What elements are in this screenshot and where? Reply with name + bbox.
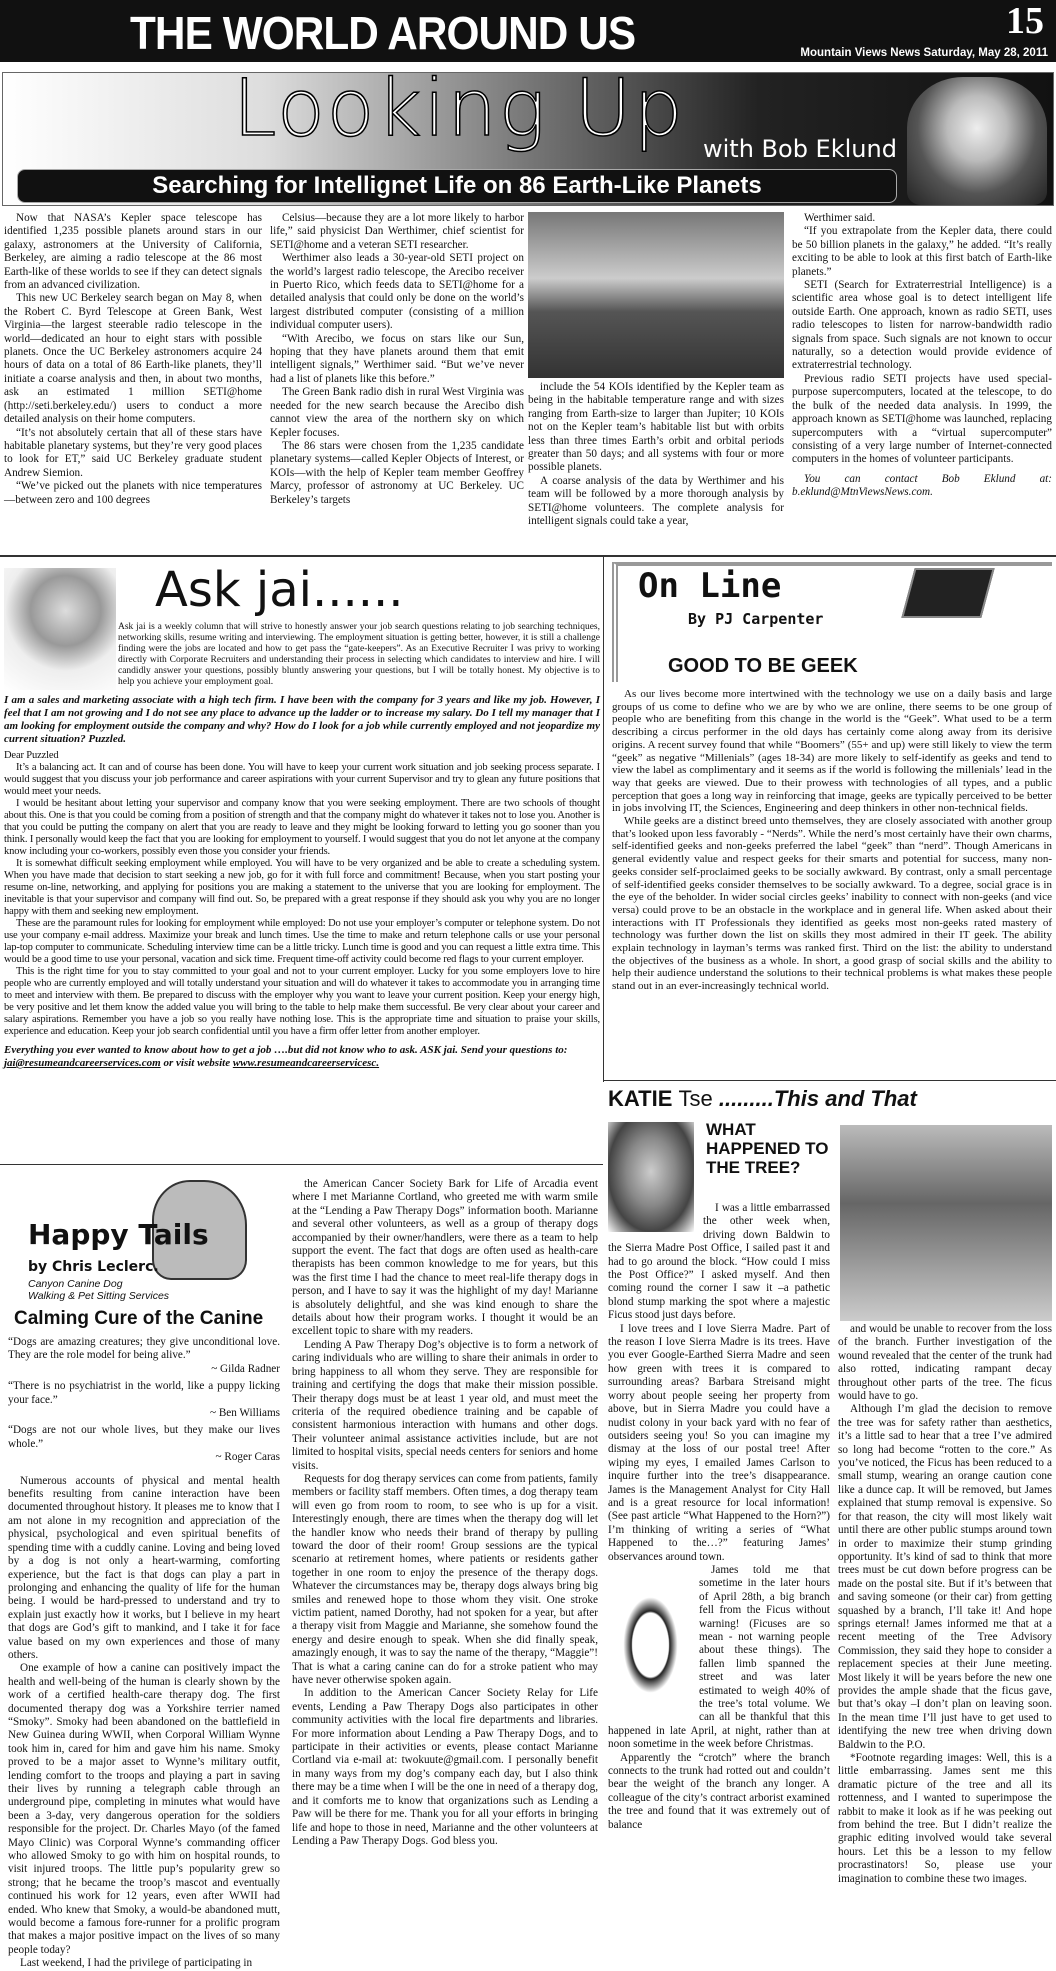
tree-photo [840,1125,1052,1321]
quote-attribution: ~ Roger Caras [215,1451,280,1464]
paragraph: Numerous accounts of physical and mental health benefits resulting from canine interaction have been documented throughout history. It pleases me to know that I am not alone in my recognition and appreciation of the physical, psychological and even spiritual benefits of spending time with a cuddly canine. Loving and being loved by a dog is not only a heart-warming, comforting experience, but the fact is that dogs can play a part in prolonging and enhancing the quality of life for the human being. I would be hard-pressed to understand and try to explain just exactly how it works, but I believe in my heart that dogs are God’s gift to mankind, and I take it for face value based on my own experiences and those of many others. [8,1474,280,1661]
paragraph: While geeks are a distinct breed unto themselves, they are closely associated with another group that’s looked upon less favorably - “Nerds”. While the nerd’s most certainly have their own charms, self-identified geeks and non-geeks preferred the label “geek” than “nerd”. Though Americans in general evidently value and respect geeks for their smarts and potential for success, many non-geeks consider self-proclaimed geeks to be socially awkward. By contrast, only a small percentage of self-identified geeks consider themselves to be socially awkward. To a degree, social grace is in the eye of the beholder. In wider social circles geeks’ inability to connect with non-geeks (and vice versa) could prove to be an obstacle in the workplace and in general life. When asked about their interactions with IT Professionals they identified as geeks most non-geeks rated mastery of technology was further down the list on skills they most admired in their IT geek. The ability explain technology in layman’s terms was ranked first. Third on the list: the ability to understand the objectives of the business as a whole. In short, a good grasp of social skills and the ability to help their audience understand the solutions to their technical problems is what makes these people stand out in an ever-increasingly technical world. [612,815,1052,993]
on-line-body [612,688,1052,1072]
quote: “There is no psychiatrist in the world, like a puppy licking your face.” [8,1380,280,1406]
happy-tails-col-2 [292,1178,598,1950]
happy-tails-col-1-paragraphs [8,1475,280,1971]
katie-col-1 [608,1202,830,1950]
paragraph: This new UC Berkeley search began on May 8, when the Robert C. Byrd Telescope at Green Bank, West Virginia—the largest steerable radio telescope in the world—dedicated an hour to eight stars with possible planets. Once the UC Berkeley astronomers acquire 24 hours of data on a total of 86 Earth-like planets, they’ll initiate a coarse analysis and then, in about two months, ask an estimated 1 million SETI@home (http://seti.berkeley.edu/) users to conduct a more detailed analysis on their home computers. [4,292,262,426]
paragraph: One example of how a canine can positively impact the health and well-being of the human is clearly shown by the work of a certified health-care therapy dog. The first documented therapy dog was a Yorkshire terrier named “Smoky”. Smoky had been abandoned on the battlefield in New Guinea during WWII, when Corporal William Wynne took him in, cared for him and gave him his name. Smoky proved to be a major asset to Wynne’s military outfit, lending comfort to the troops and playing a part in saving their lives by running a telegraph cable through an underground pipe, completing in minutes what would have been a 3-day, very dangerous operation for the soldiers responsible for the project. Dr. Charles Mayo (of the famed Mayo Clinic) was Corporal Wynne’s commanding officer who allowed Smoky to go with him on hospital rounds, to visit injured troops. The little pup’s popularity grew so strong; that he became the troop’s mascot and eventually continued his work for 12 years, even after WWII had ended. Who knew that Smoky, a would-be abandoned mutt, would become a famous fore-runner for a prolific program that makes a major positive impact on the lives of so many people today? [8,1662,280,1956]
quote: “Dogs are not our whole lives, but they make our lives whole.” [8,1424,280,1450]
page-number: 15 [1006,0,1044,42]
radio-telescope-photo [528,212,784,378]
paragraph: I would be hesitant about letting your supervisor and company know that you were seeking employment. There are two schools of thought about this. One is that you could be coming from a position of strength and that the company might do whatever it takes not to lose you. Another is that you could be putting the company on alert that you are ready to leave and they might be looking forward to letting you go sooner than you think. I personally would keep the fact that you are looking for employment to yourself. I would suggest that you do not let anyone at the company know including your co-workers, possibly even those you consider your friends. [4,798,600,857]
paragraph: Previous radio SETI projects have used special-purpose supercomputers, located at the telescope, to do the bulk of the needed data analysis. In 1999, the approach known as SETI@home was launched, replacing supercomputers with a “virtual supercomputer” consisting of a very large number of Internet-connected computers in the homes of volunteer participants. [792,372,1052,466]
divider [603,1080,1056,1081]
happy-tails-col-1 [8,1336,280,1970]
quote: “Dogs are amazing creatures; they give unconditional love. They are the role model for being alive.” [8,1336,280,1362]
article-headline: Searching for Intellignet Life on 86 Earth-Like Planets [17,169,897,203]
website-link[interactable]: www.resumeandcareerservicesc. [232,1057,380,1069]
reader-question: I am a sales and marketing associate with a high tech firm. I have been with the company for 3 years and like my job. However, I feel that I am not growing and I do not see any place to advance up the ladder or to increase my salary. Do I tell my manager that I am looking for employment outside the company and why? How do I look for a job while currently employed and not jeopardize my current situation? Puzzled. [4,694,600,745]
paragraph: A coarse analysis of the data by Werthimer and his team will be followed by a more thorough analysis by SETI@home volunteers. The complete analysis for intelligent signals could take a year, [528,474,784,528]
paragraph: Requests for dog therapy services can come from patients, family members or facility staff members. Often times, a dog therapy team will even go from room to room, to see who is up for a visit. Interestingly enough, there are times when the therapy dog will let the handler know who needs their brand of therapy by pulling toward the door of their room! Group sessions are the typical scenario at retirement homes, where patients or residents gather together in one room to enjoy the presence of the therapy dogs. Whatever the circumstances may be, therapy dogs always bring big smiles and renewed hope to those whom they visit. One stroke victim patient, named Dorothy, had not spoken for a year, but after a therapy visit from Maggie and Marianne, she somehow found the energy and desire enough to speak. When she did finally speak, amazingly enough, it was to say the name of the therapy, “Maggie”! That is what a caring canine can do for a stroke patient who may have never otherwise spoken again. [292,1472,598,1687]
email-link[interactable]: jai@resumeandcareerservices.com [4,1057,161,1069]
section-header [0,0,1056,62]
looking-up-col-2 [270,212,524,550]
paragraph: This is the right time for you to stay committed to your goal and not to your current employer. Lucky for you some employers love to hire people who are currently employed and will totally understand your situation and will do whatever it takes to accommodate you in arranging time to meet and interview with them. Be prepared to discuss with the employer why you want to leave your current position. Keep your energy high, be very positive and let them know the added value you will bring to the table to help make them successful. Be very clear about your career and salary aspirations. Remember you have a job so you really have nothing lose. This is the appropriate time and situation to praise your skills, experience and education. Keep your job search confidential until you have a firm offer letter from another employer. [4,966,600,1037]
quotes [8,1336,280,1465]
business-line: Canyon Canine Dog [28,1278,123,1290]
author-last-name: Tse [678,1086,713,1111]
on-line-byline: By PJ Carpenter [688,610,824,628]
paragraph: “It’s not absolutely certain that all of these stars have habitable planetary systems, but they’re very good places to look for ET,” said UC Berkeley graduate student Andrew Siemion. [4,426,262,479]
paragraph: I was a little embarrassed the other week when, driving down Baldwin to the Sierra Madre Post Office, I sailed past it and had to go around the block. “How could I miss the Post Office?” I asked myself. And then coming round the corner I saw it –a pathetic blond stump marking the spot where a majestic Ficus stood just days before. [608,1202,830,1322]
paragraph: As our lives become more intertwined with the technology we use on a daily basis and large groups of us come to define who we are by who we are online, there seems to be one group of people who are benefiting from this change in the world is the “Geek”. What used to be a term describing a circus performer in the old days has certainly come along away from its derisive origins. A recent survey found that while “Boomers” (55+ and up) were still likely to view the term “geek” as negative “Millenials” (ages 18-34) are more likely to self-identify as geeks and tend to view the label as complimentary and it seems as if the world is following the millenials’ lead in the way that geeks are viewed. Due to their prowess with technologies of all types, and a public perception that goes a long way in reinforcing that image, geeks are typically perceived to be better in jobs involving IT, the Sciences, Engineering and deep thinkers in other non-technical fields. [612,688,1052,815]
divider [603,557,604,1082]
author-first-name: KATIE [608,1086,673,1111]
spacer [608,1202,703,1236]
paragraph: James told me that sometime in the later hours of April 28th, a big branch fell from the Ficus without warning! (Ficuses are so mean - not warning people about these things). The fallen limb spanned the street and was later estimated to weigh 40% of the tree’s total volume. We can all be thankful that this happened in late April, at night, rather than at noon sometime in the week before Christmas. [608,1563,830,1751]
happy-tails-headline: Calming Cure of the Canine [14,1308,264,1329]
looking-up-col-3 [528,381,784,551]
column-name: .........This and That [712,1086,917,1111]
paragraph: Lending A Paw Therapy Dog’s objective is to form a network of caring individuals who are willing to share their animals in order to bring happiness to all whom they serve. They are responsible for training and certifying the dogs that make their mission possible. Their therapy dogs must be at least 1 year old, and must meet the criteria of the required obedience training and be capable of consistent harmonious interaction with humans and other dogs. Their volunteer animal assistance activities include, but are not limited to hospital visits, special needs centers for seniors and home visits. [292,1338,598,1472]
paragraph: the American Cancer Society Bark for Life of Arcadia event where I met Marianne Cortland, who greeted me with warm smile at the “Lending a Paw Therapy Dogs” information booth. Marianne and several other volunteers, as well as a group of therapy dogs accompanied by their owner/handlers, were there as a team to help support the event. The fact that dogs are often used as health-care therapists has been common knowledge to me for years, but this was the first time I had the chance to meet real-life therapy dogs in person, and I have to say it was the highlight of my day! Marianne is absolutely delightful, and she was kind enough to share the details about how their program works. I thought it would be an excellent topic to share with my readers. [292,1178,598,1338]
paragraph: and would be unable to recover from the loss of the branch. Further investigation of the wound revealed that the center of the trunk had also rotted, indicating rampant decay throughout other parts of the tree. The ficus would have to go. [838,1323,1052,1403]
paragraph: Werthimer also leads a 30-year-old SETI project on the world’s largest radio telescope, the Arecibo receiver in Puerto Rico, which feeds data to SETI@home for a detailed analysis that could only be done on the world’s largest distributed computer (consisting of a million individual computer users). [270,252,524,332]
ask-jai-title: Ask jai...... [155,562,404,618]
author-photo [907,77,1047,205]
salutation: Dear Puzzled [4,750,59,761]
banner-title: Looking Up [233,64,686,154]
quote-attribution: ~ Gilda Radner [211,1362,280,1375]
ask-jai-intro: Ask jai is a weekly column that will strive to honestly answer your job search questions relating to job searching techniques, networking skills, resume writing and interviewing. The employment situation is getting better, however, it is still a challenge finding were the jobs are located and how to get pass the “gate-keepers”. As an Executive Recruiter I was privy to working directly with Corporate Recruiters and understanding their process in selecting which candidates to interview and hire. I will candidly answer your questions, possibly bluntly answering your questions, but I will be totally honest. My objective is to help you achieve your employment goal. [118,622,600,687]
business-line: Walking & Pet Sitting Services [28,1290,170,1302]
paragraph: In addition to the American Cancer Society Relay for Life events, Lending a Paw Therapy Dogs also participates in other community activities with the local fire departments and libraries. For more information about Lending a Paw Therapy Dogs, and to participate in their activities or events, please contact Marianne Cortland via e-mail at: twokuute@gmail.com. I personally benefit in many ways from my dog’s company each day, but I also think there may be a time when I will be the one in need of a therapy dog, and it comforts me to know that organizations such as Lending a Paw will be there for me. Thank you for all your efforts in bringing life and hope to those in need, Marianne and the other volunteers at Lending a Paw Therapy Dogs. God bless you. [292,1687,598,1847]
paragraph: “With Arecibo, we focus on stars like our Sun, hoping that they have planets around them that emit intelligent signals,” Werthimer said. “But we’ve never had a list of planets like this before.” [270,332,524,385]
paragraph: Apparently the “crotch” where the branch connects to the trunk had rotted out and couldn’t bear the weight of the branch any longer. A colleague of the city’s contract arborist examined the tree and found that it was extremely out of balance [608,1751,830,1831]
paragraph: Celsius—because they are a lot more likely to harbor life,” said physicist Dan Werthimer, chief scientist for SETI@home and a veteran SETI researcher. [270,212,524,251]
paragraph: *Footnote regarding images: Well, this is a little embarrassing. James sent me this dramatic picture of the tree and all its rottenness, and I wanted to superimpose the rabbit to make it look as if he was peeking out from behind the tree. But I didn’t realize the graphic editing involved would take several hours. Let this be a lesson to my fellow procrastinators! So, please use your imagination to combine these two images. [838,1752,1052,1885]
footer-text: Everything you ever wanted to know about how to get a job ….but did not know who to ask. ASK jai. Send your questions to: [4,1044,568,1056]
katie-col-2 [838,1323,1052,1950]
paragraph: These are the paramount rules for looking for employment while employed: Do not use your employer’s computer or telephone system. Do not use your company e-mail address. Maximize your break and lunch times. Use the time to make and return telephone calls or use your personal lap-top computer to communicate. Scheduling interview time can be a little tricky. Lunch time is good and you can request a little extra time. This would be a good time to use your personal, vacation and sick time. Frequent time-off activity could become red flags to your current employer. [4,918,600,965]
paragraph: It is somewhat difficult seeking employment while employed. You will have to be very organized and be able to create a scheduling system. When you have made that decision to start seeking a new job, go for it with full force and commitment! Because, when you start posting your resume on-line, networking, and applying for positions you are making a statement to the universe that you are looking for employment. The inevitable is that your supervisor and company will find out. So, be prepared with a great response if they should ask you why you are no longer happy with them and seeking new employment. [4,858,600,917]
paragraph: The Green Bank radio dish in rural West Virginia was needed for the new search because the Arecibo dish cannot view the area of the northern sky on which Kepler focuses. [270,386,524,439]
rabbit-illustration [608,1570,693,1720]
dateline: Mountain Views News Saturday, May 28, 2011 [800,47,1048,59]
divider [0,1164,603,1165]
looking-up-col-1 [4,212,262,550]
ask-jai-column [4,622,600,1070]
laptop-icon [901,568,994,618]
paragraph: Although I’m glad the decision to remove the tree was for safety rather than aesthetics, it’s a little sad to hear that a tree I’ve admired so long had become “rotten to the core.” As you’ve noticed, the Ficus has been reduced to a small stump, wearing an orange caution cone like a dunce cap. It will be removed, but James explained that stump removal is expensive. So for that reason, the city will most likely wait until there are other public stumps around town in order to maximize their stump grinding opportunity. It’s kind of sad to think that more trees must be cut down before progress can be made on the postal site. But if it’s between that and saving someone (or their car) from getting squashed by a branch, I’ll take it! And hope springs eternal! James informed me that at a recent meeting of the Tree Advisory Commission, they said they hope to consider a replacement species at their June meeting. Most likely it will be years before the new one provides the ample shade that the ficus gave, but that’s okay –I don’t plan on leaving soon. In the mean time I’ll just have to get used to identifying the new tree when driving down Baldwin to the P.O. [838,1403,1052,1751]
ask-jai-footer [4,1044,600,1070]
katie-column-header [608,1086,917,1112]
banner-byline: with Bob Eklund [703,135,897,163]
happy-tails-title: Happy Tails [28,1218,209,1251]
paragraph: SETI (Search for Extraterrestrial Intelligence) is a scientific area whose goal is to detect intelligent life outside Earth. One approach, known as radio SETI, uses radio telescopes to listen for narrow-bandwidth radio signals from space. Such signals are not known to occur naturally, so a detection would provide evidence of extraterrestrial technology. [792,279,1052,372]
looking-up-col-4 [792,212,1052,550]
ask-jai-answer [4,750,600,1038]
author-contact[interactable]: You can contact Bob Eklund at: b.eklund@MtnViewsNews.com. [792,472,1052,499]
paragraph: Now that NASA’s Kepler space telescope has identified 1,235 possible planets around stars in our galaxy, astronomers at the University of California, Berkeley, are aiming a radio telescope at the 86 most Earth-like of these worlds to see if they can detect signals from an advanced civilization. [4,212,262,292]
paragraph: It’s a balancing act. It can and of course has been done. You will have to keep your current work situation and job seeking process separate. I would suggest that you discuss your job performance and career aspirations with your current Supervisor and try to glean any future positions that would meet your needs. [4,762,600,797]
footer-text: or visit website [160,1057,233,1069]
paragraph: Werthimer said. [804,212,876,224]
quote-attribution: ~ Ben Williams [209,1407,280,1420]
on-line-title: On Line [638,566,782,606]
paragraph: Last weekend, I had the privilege of participating in [20,1957,253,1970]
on-line-banner [612,562,1052,682]
looking-up-banner [2,64,1054,206]
answer-paragraphs [4,762,600,1038]
on-line-headline: GOOD TO BE GEEK [668,655,858,677]
divider [0,555,1056,557]
happy-tails-byline: by Chris Leclerc. [28,1259,159,1275]
paragraph: include the 54 KOIs identified by the Kepler team as being in the habitable temperature range and with sizes ranging from Earth-size to larger than Jupiter; 10 KOIs not on the Kepler team’s habitable list but with orbits less than three times Earth’s orbit and orbital periods greater than 50 days; and all systems with four or more possible planets. [528,381,784,474]
paragraph: “If you extrapolate from the Kepler data, there could be 50 billion planets in the galaxy,” he added. “It’s really exciting to be able to look at this first batch of Earth-like planets.” [792,225,1052,278]
paragraph: “We’ve picked out the planets with nice temperatures—between zero and 100 degrees [4,480,262,506]
paragraph: The 86 stars were chosen from the 1,235 candidate planetary systems—called Kepler Objects of Interest, or KOIs—with the help of Kepler team member Geoffrey Marcy, professor of astronomy at UC Berkeley. UC Berkeley’s targets [270,439,524,506]
author-business [28,1278,169,1302]
section-title: THE WORLD AROUND US [130,7,636,59]
katie-col-1-paragraphs [608,1202,830,1832]
col-4-paragraphs [792,212,1052,467]
paragraph: I love trees and I love Sierra Madre. Part of the reason I love Sierra Madre is its trees. Have you ever Google-Earthed Sierra Madre and seen how green with trees it is compared to surrounding areas? Barbara Streisand might worry about people seeing her property from above, but in Sierra Madre you could have a nudist colony in your back yard with no fear of outsiders seeing you! So you can imagine my dismay at the loss of our postal tree! After wiping my eyes, I emailed James Carlson to inquire further into the tree’s disappearance. James is the Management Analyst for City Hall and is a great resource for local information! (See past article “What Happened to the Horn?”) I’m thinking of writing a series of “What Happened to the…?” featuring James’ observances around town. [608,1322,830,1563]
katie-headline: WHAT HAPPENED TO THE TREE? [706,1120,829,1177]
